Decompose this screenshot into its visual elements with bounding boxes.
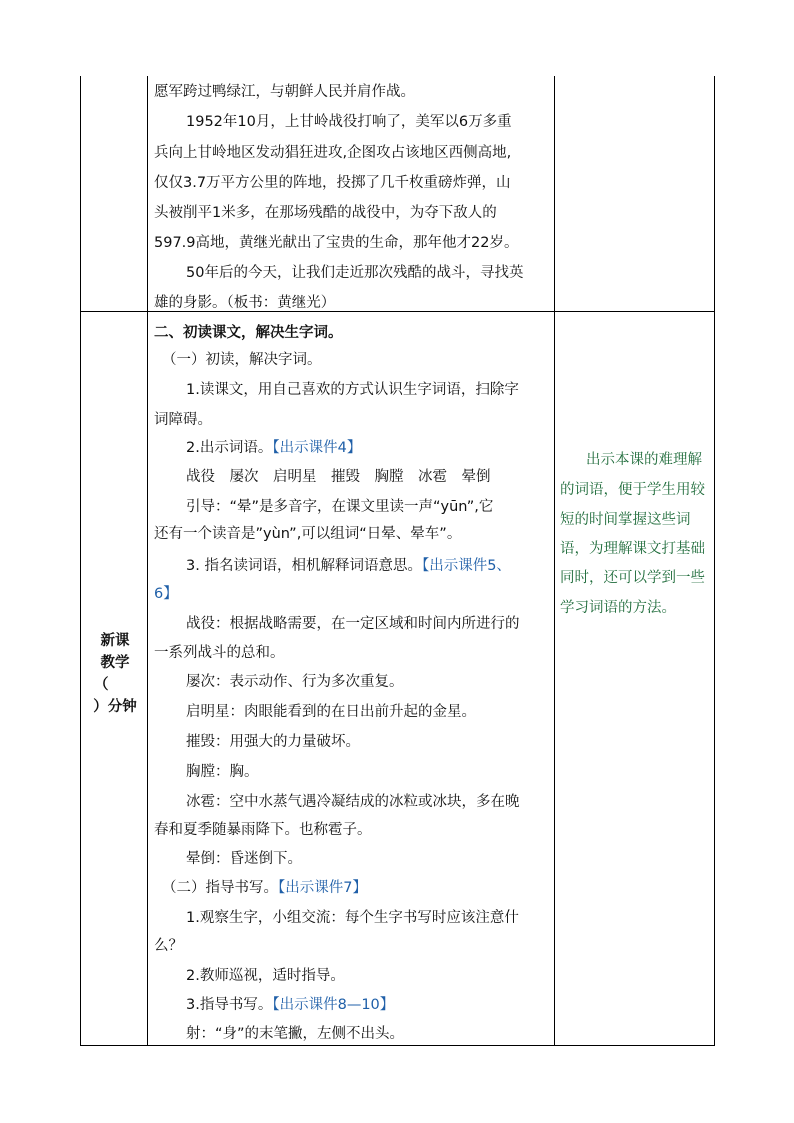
definition-text: 春和夏季随暴雨降下。也称雹子。 (154, 822, 372, 838)
table-divider-note (554, 76, 555, 1046)
definition-text: 启明星：肉眼能看到的在日出前升起的金星。 (186, 704, 476, 720)
subsection-title (162, 878, 367, 898)
definition-text: 摧毁：用强大的力量破坏。 (186, 734, 360, 750)
step-text: 么？ (154, 938, 183, 954)
section-label-line: ）分钟 (93, 699, 137, 715)
section-heading: 二、初读课文，解决生字词。 (154, 325, 343, 341)
intro-line: 1952年10月，上甘岭战役打响了，美军以6万多重 (186, 114, 512, 130)
intro-line: 雄的身影。（板书：黄继光） (154, 295, 336, 311)
intro-line: 愿军跨过鸭绿江，与朝鲜人民并肩作战。 (154, 84, 415, 100)
intro-line: 597.9高地，黄继光献出了宝贵的生命，那年他才22岁。 (154, 235, 519, 251)
definition-text: 战役：根据战略需要，在一定区域和时间内所进行的 (186, 616, 520, 632)
intro-line: 头被削平1米多，在那场残酷的战役中，为夺下敌人的 (154, 205, 497, 221)
design-note-line: 短的时间掌握这些词 (560, 512, 691, 528)
definition-text: 一系列战斗的总和。 (154, 645, 285, 661)
step-text: 2.教师巡视，适时指导。 (186, 968, 345, 984)
guide-text: 还有一个读音是”yùn”,可以组词“日晕、晕车”。 (154, 526, 462, 542)
definition-text: 冰雹：空中水蒸气遇冷凝结成的冰粒或冰块，多在晚 (186, 794, 520, 810)
table-border-left (80, 76, 81, 1046)
design-note-line: 同时，还可以学到一些 (560, 570, 705, 586)
section-label-line: （ (94, 677, 109, 693)
design-note-line: 语，为理解课文打基础 (560, 541, 705, 557)
table-divider-label (147, 76, 148, 1046)
step-text: 词障碍。 (154, 412, 212, 428)
guide-text: 引导：“晕”是多音字，在课文里读一声“yūn”,它 (186, 499, 494, 515)
courseware-reference: 6】 (154, 586, 178, 602)
design-note-line: 的词语，便于学生用较 (560, 482, 705, 498)
step-label: 3. 指名读词语，相机解释词语意思。 (186, 558, 422, 574)
section-label-line: 新课 (100, 633, 130, 649)
step-text: 1.读课文，用自己喜欢的方式认识生字词语，扫除字 (186, 382, 519, 398)
step-text: 1.观察生字，小组交流：每个生字书写时应该注意什 (186, 910, 519, 926)
courseware-reference: 【出示课件8—10】 (272, 997, 395, 1013)
subsection-title: （一）初读，解决字词。 (162, 352, 322, 368)
definition-text: 屡次：表示动作、行为多次重复。 (186, 674, 404, 690)
table-border-right (714, 76, 715, 1046)
intro-line: 兵向上甘岭地区发动猖狂进攻,企图攻占该地区西侧高地, (154, 145, 512, 161)
definition-text: 胸膛：胸。 (186, 764, 259, 780)
step-label: 3.指导书写。 (186, 997, 273, 1013)
step-label: 2.出示词语。 (186, 440, 273, 456)
design-note-line: 学习词语的方法。 (560, 600, 676, 616)
design-note-line: 出示本课的难理解 (586, 452, 702, 468)
courseware-reference: 【出示课件7】 (278, 880, 367, 896)
step-text (186, 995, 394, 1015)
definition-text: 晕倒：昏迷倒下。 (186, 851, 302, 867)
step-text (186, 556, 511, 576)
vocabulary-words: 战役 屡次 启明星 摧毁 胸膛 冰雹 晕倒 (186, 469, 491, 485)
intro-line: 仅仅3.7万平方公里的阵地，投掷了几千枚重磅炸弹，山 (154, 175, 511, 191)
table-border-bottom (80, 1045, 715, 1046)
courseware-reference: 【出示课件5、 (421, 558, 511, 574)
intro-line: 50年后的今天，让我们走近那次残酷的战斗，寻找英 (186, 265, 524, 281)
subsection-label: （二）指导书写。 (162, 880, 278, 896)
courseware-reference: 【出示课件4】 (272, 440, 362, 456)
step-text: 射：“身”的末笔撇，左侧不出头。 (186, 1026, 405, 1042)
step-text (186, 438, 361, 458)
section-label (84, 630, 146, 718)
section-label-line: 教学 (100, 655, 130, 671)
